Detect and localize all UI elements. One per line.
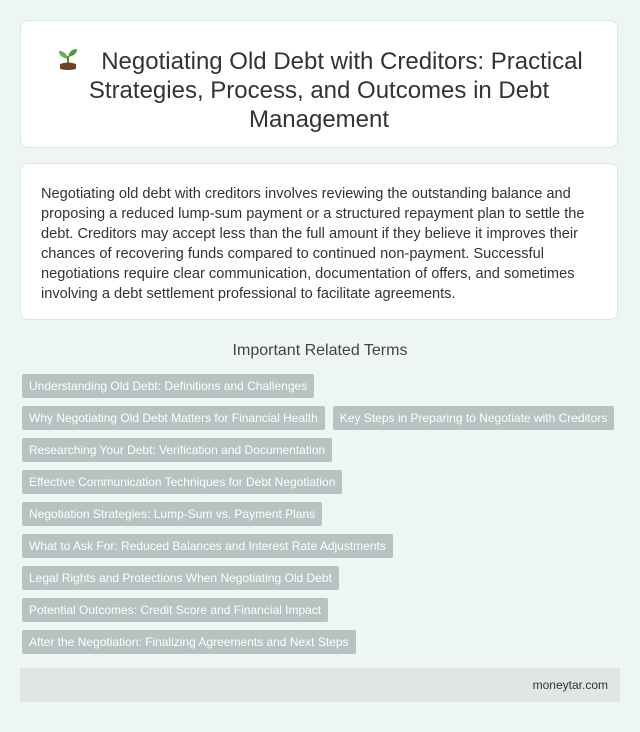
footer xyxy=(20,668,620,702)
related-term-tag[interactable]: After the Negotiation: Finalizing Agreements and Next Steps xyxy=(22,630,356,654)
page-title-text: Negotiating Old Debt with Creditors: Practical Strategies, Process, and Outcomes in Debt Management xyxy=(88,48,583,133)
related-term-tag[interactable]: Legal Rights and Protections When Negotiating Old Debt xyxy=(22,566,339,590)
page-title xyxy=(51,45,587,134)
related-term-tag[interactable]: Why Negotiating Old Debt Matters for Financial Health xyxy=(22,406,325,430)
related-term-tag[interactable]: Key Steps in Preparing to Negotiate with Creditors xyxy=(333,406,614,430)
related-term-tag[interactable]: Understanding Old Debt: Definitions and Challenges xyxy=(22,374,314,398)
summary-card xyxy=(20,163,618,320)
seedling-icon xyxy=(55,45,81,71)
related-terms-heading: Important Related Terms xyxy=(232,342,408,359)
related-terms-list xyxy=(22,374,620,654)
related-term-tag[interactable]: Researching Your Debt: Verification and Documentation xyxy=(22,438,332,462)
related-term-tag[interactable]: Potential Outcomes: Credit Score and Financial Impact xyxy=(22,598,328,622)
footer-site-name: moneytar.com xyxy=(532,678,608,692)
related-term-tag[interactable]: What to Ask For: Reduced Balances and Interest Rate Adjustments xyxy=(22,534,393,558)
related-term-tag[interactable]: Negotiation Strategies: Lump-Sum vs. Payment Plans xyxy=(22,502,322,526)
summary-text: Negotiating old debt with creditors involves reviewing the outstanding balance and proposing a reduced lump-sum payment or a structured repayment plan to settle the debt. Creditors may accept less than the full amount if they believe it improves their chances of recovering funds compared to continued non-payment. Successful negotiations require clear communication, documentation of offers, and sometimes involving a debt settlement professional to facilitate agreements. xyxy=(41,186,585,302)
related-term-tag[interactable]: Effective Communication Techniques for Debt Negotiation xyxy=(22,470,342,494)
title-card xyxy=(20,20,618,148)
